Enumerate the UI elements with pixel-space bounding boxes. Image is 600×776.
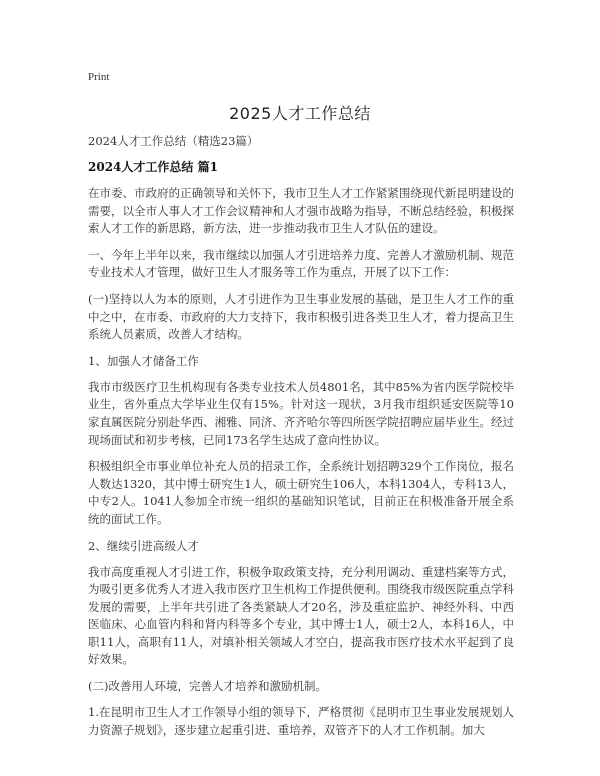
paragraph-intro: 在市委、市政府的正确领导和关怀下，我市卫生人才工作紧紧围绕现代新昆明建设的需要，以全市人事人才工作会议精神和人才强市战略为指导，不断总结经验，积极探索人才工作的新思路，新方法，进一步推动我市卫生人才队伍的建设。 <box>88 186 514 236</box>
paragraph-principle: (一)坚持以人为本的原则，人才引进作为卫生事业发展的基础，是卫生人才工作的重中之中，在市委、市政府的大力支持下，我市积极引进各类卫生人才，着力提高卫生系统人员素质，改善人才结构。 <box>88 291 514 342</box>
print-label: Print <box>88 71 110 83</box>
paragraph-reserve-1: 我市市级医疗卫生机构现有各类专业技术人员4801名，其中85%为省内医学院校毕业生，省外重点大学毕业生仅有15%。针对这一现状，3月我市组织延安医院等10家直属医院分别赴华西、湘雅、同济、齐齐哈尔等四所医学院招聘应届毕业生。经过现场面试和初步考核，已同173名学生达成了意向性协议。 <box>88 379 514 447</box>
document-body <box>88 133 514 748</box>
paragraph-senior: 我市高度重视人才引进工作，积极争取政策支持，充分利用调动、重建档案等方式，为吸引更多优秀人才进入我市医疗卫生机构工作提供便利。围绕我市级医院重点学科发展的需要，上半年共引进了各类紧缺人才20名，涉及重症监护、神经外科、中西医临床、心血管内科和肾内科等多个专业，其中博士1人，硕士2人，本科16人，中职11人，高职有11人，对填补相关领域人才空白，提高我市医疗技术水平起到了良好效果。 <box>88 564 514 667</box>
document-subtitle: 2024人才工作总结（精选23篇） <box>88 134 259 148</box>
sub-heading-senior: 2、继续引进高级人才 <box>88 538 199 553</box>
paragraph-environment: 1.在昆明市卫生人才工作领导小组的领导下，严格贯彻《昆明市卫生事业发展规划人力资源子规划》，逐步建立起重引进、重培养，双管齐下的人才工作机制。加大 <box>88 705 514 737</box>
paragraph-reserve-2: 积极组织全市事业单位补充人员的招录工作，全系统计划招聘329个工作岗位，报名人数达1320，其中博士研究生1人，硕士研究生106人，本科1304人，专科13人，中专2人。1041人参加全市统一组织的基础知识笔试，目前正在积极准备开展全系统的面试工作。 <box>88 459 514 526</box>
section-heading: 2024人才工作总结 篇1 <box>88 160 218 174</box>
sub-heading-reserve: 1、加强人才储备工作 <box>88 353 199 368</box>
document-title: 2025人才工作总结 <box>229 104 371 123</box>
paragraph-overview: 一、今年上半年以来，我市继续以加强人才引进培养力度、完善人才激励机制、规范专业技术人才管理，做好卫生人才服务等工作为重点，开展了以下工作： <box>88 247 514 280</box>
sub-heading-environment: (二)改善用人环境，完善人才培养和激励机制。 <box>88 679 327 694</box>
